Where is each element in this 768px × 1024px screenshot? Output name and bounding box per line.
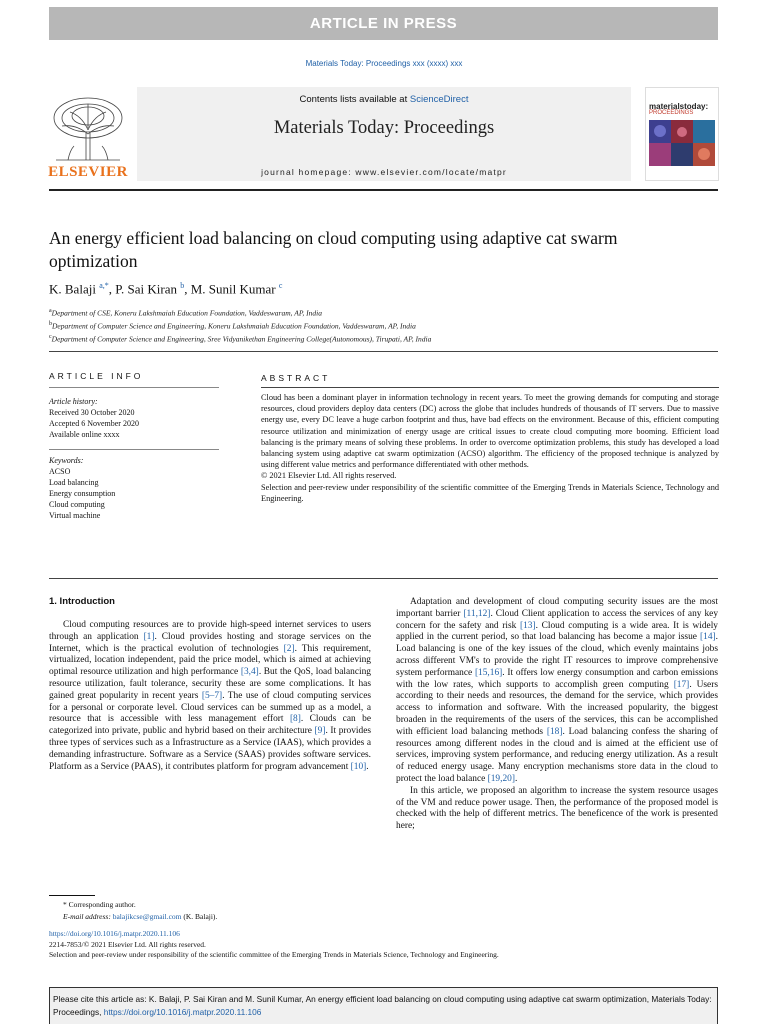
cover-art-icon (649, 120, 715, 166)
paragraph-text: . It provides three types of services such as a Infrastructure as a Service (IAAS), which provides a demanding infrastructure. Software as a Service (SAAS) provides software services. Platform as a Service (PAAS), it contributes platform for program advancement (49, 726, 371, 772)
citation-link[interactable]: [13] (520, 620, 536, 631)
accepted-date: Accepted 6 November 2020 (49, 419, 139, 428)
article-in-press-banner: ARTICLE IN PRESS (49, 7, 718, 40)
sciencedirect-link[interactable]: ScienceDirect (409, 94, 469, 105)
abstract-heading: ABSTRACT (261, 373, 331, 383)
abstract-copyright: © 2021 Elsevier Ltd. All rights reserved. (261, 471, 397, 481)
paragraph-text: Adaptation and development of cloud computing security issues are the most important barrier (396, 597, 718, 619)
citation-link[interactable]: [9] (314, 726, 326, 737)
keyword-item: Virtual machine (49, 511, 101, 520)
citation-text: Please cite this article as: K. Balaji, P. Sai Kiran and M. Sunil Kumar, An energy efficient load balancing on cloud computing using adaptive cat swarm optimization, Materials Today: Proceedings, (53, 994, 712, 1017)
header-rule (49, 189, 718, 191)
journal-reference[interactable]: Materials Today: Proceedings xxx (xxxx) xxx (305, 59, 463, 68)
citation-link[interactable]: [14] (700, 632, 716, 643)
publication-info (49, 929, 499, 961)
author-name: P. Sai Kiran (115, 281, 177, 297)
keywords (49, 455, 115, 521)
paragraph-text: . This requirement, virtualized, location independent, paid the price model, which is aimed at achieving optimal resource utilization and high performance (49, 643, 371, 678)
paragraph-text: . Users according to their needs and resources, the demand for the service, which provides access to information and software. With the increased popularity, the biggest broaden in the requirements of the users of the services, this can be accomplished with efficient load balancing methods (396, 679, 718, 737)
paragraph-text: . (366, 761, 369, 772)
paper-title: An energy efficient load balancing on cloud computing using adaptive cat swarm optimization (49, 228, 618, 271)
paragraph-text: In this article, we proposed an algorithm to increase the system resource usages of the VM and reduce power usage. Then, the performance of the proposed model is checked with the help of different metrics. The beneficence of the work is presented here; (396, 785, 718, 832)
journal-header (137, 87, 631, 181)
citation-link[interactable]: [11,12] (463, 608, 491, 619)
contents-prefix: Contents lists available at (299, 94, 410, 105)
author-name: K. Balaji (49, 281, 96, 297)
history-label: Article history: (49, 397, 98, 406)
citation-link[interactable]: [18] (546, 726, 563, 737)
footnote-rule (49, 895, 95, 896)
email-owner: (K. Balaji). (181, 912, 218, 921)
paragraph-text: . (514, 773, 518, 784)
cover-title: materialstoday: (649, 102, 709, 111)
email-link[interactable]: balajikcse@gmail.com (112, 912, 182, 921)
left-column (49, 620, 371, 773)
corresponding-author-note: * Corresponding author. (63, 900, 136, 909)
right-column (396, 597, 718, 833)
received-date: Received 30 October 2020 (49, 408, 135, 417)
paragraph-text: Cloud computing resources are to provide high-speed internet services to users through an application (49, 620, 371, 642)
paragraph-text: . Clouds can be categorized into private, public and hybrid based on their architecture (49, 714, 371, 737)
citation-box (49, 987, 718, 1024)
paragraph-text: . Load balancing confess the sharing of resources among different nodes in the cloud and is aimed at the efficient use of services, improving system performance, and reducing energy utilization. As a result of reduced energy usage. Many encryption mechanisms store data in the cloud to protect the load balance (396, 726, 718, 784)
citation-link[interactable]: [17] (673, 679, 690, 690)
email-label: E-mail address: (63, 912, 113, 921)
doi-link[interactable]: https://doi.org/10.1016/j.matpr.2020.11.106 (49, 929, 180, 938)
citation-link[interactable]: [1] (143, 631, 155, 642)
journal-cover[interactable] (645, 87, 719, 181)
elsevier-wordmark: ELSEVIER (48, 164, 128, 180)
author-affiliation-mark[interactable]: a,* (99, 281, 109, 290)
elsevier-tree-icon (48, 94, 128, 164)
keywords-label: Keywords: (49, 456, 84, 465)
paragraph-text: . Cloud provides hosting and storage services on the Internet, which is the practical evolution of technologies (49, 631, 371, 654)
citation-link[interactable]: [19,20] (487, 773, 515, 784)
affiliations (49, 306, 431, 345)
abstract-peer-review: Selection and peer-review under responsibility of the scientific committee of the Emerging Trends in Materials Science, Technology and Engineering. (261, 482, 719, 503)
journal-title: Materials Today: Proceedings (273, 118, 495, 138)
citation-link[interactable]: [3,4] (240, 667, 259, 678)
intro-paragraph (396, 597, 718, 786)
issn-line: 2214-7853/© 2021 Elsevier Ltd. All rights reserved. (49, 939, 206, 949)
intro-paragraph (49, 620, 371, 773)
citation-doi-link[interactable]: https://doi.org/10.1016/j.matpr.2020.11.106 (103, 1006, 262, 1017)
affiliation-rule (49, 351, 718, 352)
affiliation: $^b$Department of Computer Science and Engineering, Koneru Lakshmaiah Education Foundation, Vaddeswaram, AP, India (49, 321, 416, 331)
affiliation: $^c$Department of Computer Science and Engineering, Sree Vidyanikethan Engineering College(Autonomous), Tirupati, AP, India (49, 334, 432, 344)
elsevier-logo (48, 94, 128, 180)
author-list: K. Balaji $^{a,*}$, P. Sai Kiran $^b$, M. Sunil Kumar $^c$ (49, 281, 283, 297)
abstract-rule (261, 387, 719, 388)
abstract-text: Cloud has been a dominant player in information technology in recent years. To meet the growing demands for computing and storage resources, cloud providers deploy data centers (DC) across the globe that includes hundreds of thousands of IT servers. Due to massive energy use, every DC leave a huge carbon footprint and thus, have bad effects on the environment. Because of this, efficient computing resource utilization and minimization of energy usage are critical issues to create cloud computing more booming. Efficient load balancing is the primary means of solving these problems. In order to overcome optimization problems, this study has developed a load balancing system using adaptive cat swarm optimization (ACSO) algorithm. The efficiency of the proposed technique is analyzed by using different value metrics and performance differentiated with other methods. (261, 393, 719, 470)
article-info-heading: ARTICLE INFO (49, 371, 144, 381)
paragraph-text: . Cloud computing is a wide area. It is widely applied in the current period, so that load balancing has become a major issue (396, 620, 718, 643)
history-rule (49, 449, 219, 450)
cover-subtitle: PROCEEDINGS (649, 110, 694, 116)
article-history (49, 396, 139, 440)
email-line (49, 911, 217, 923)
affiliation: $^a$Department of CSE, Koneru Lakshmaiah Education Foundation, Vaddeswaram, AP, India (49, 308, 323, 318)
intro-paragraph (396, 786, 718, 833)
keyword-item: Load balancing (49, 478, 99, 487)
contents-line (137, 94, 631, 105)
article-info-rule (49, 387, 219, 388)
keyword-item: Cloud computing (49, 500, 105, 509)
paragraph-text: . It offers low energy consumption and carbon emissions with the low rates, which supports to accomplish green computing (396, 667, 718, 690)
bottom-peer-review: Selection and peer-review under responsibility of the scientific committee of the Emerging Trends in Materials Science, Technology and Engineering. (49, 950, 499, 959)
paragraph-text: . The use of cloud computing services for a personal or corporate level. Cloud services can be summed up as a model, a resource that is accessible with less management effort (49, 690, 371, 725)
journal-homepage[interactable]: journal homepage: www.elsevier.com/locate/matpr (261, 167, 507, 177)
keyword-item: Energy consumption (49, 489, 116, 498)
citation-link[interactable]: [5–7] (201, 690, 223, 701)
citation-link[interactable]: [15,16] (474, 667, 503, 678)
abstract-body (261, 392, 719, 504)
author-affiliation-mark[interactable]: b (180, 281, 185, 290)
citation-link[interactable]: [2] (283, 643, 295, 654)
author-name: M. Sunil Kumar (190, 281, 276, 297)
abstract-bottom-rule (49, 578, 718, 579)
introduction-heading: 1. Introduction (49, 596, 115, 607)
paragraph-text: . But the QoS, load balancing resource utilization, fault tolerance, security these are some complications. It has gained great popularity in recent years (49, 667, 371, 701)
keyword-item: ACSO (49, 467, 71, 476)
online-date: Available online xxxx (49, 430, 120, 439)
citation-link[interactable]: [10] (350, 761, 367, 772)
corresponding-footnote (49, 895, 217, 923)
author-affiliation-mark[interactable]: c (278, 281, 283, 290)
paragraph-text: . Load balancing is one of the key issues of the cloud, which evenly maintains jobs across different VM's to provide the right IT resources to improve comprehensive system performance (396, 632, 718, 678)
citation-link[interactable]: [8] (289, 714, 301, 725)
paragraph-text: . Cloud Client application to access the services of any key concern for the safety and risk (396, 608, 719, 631)
